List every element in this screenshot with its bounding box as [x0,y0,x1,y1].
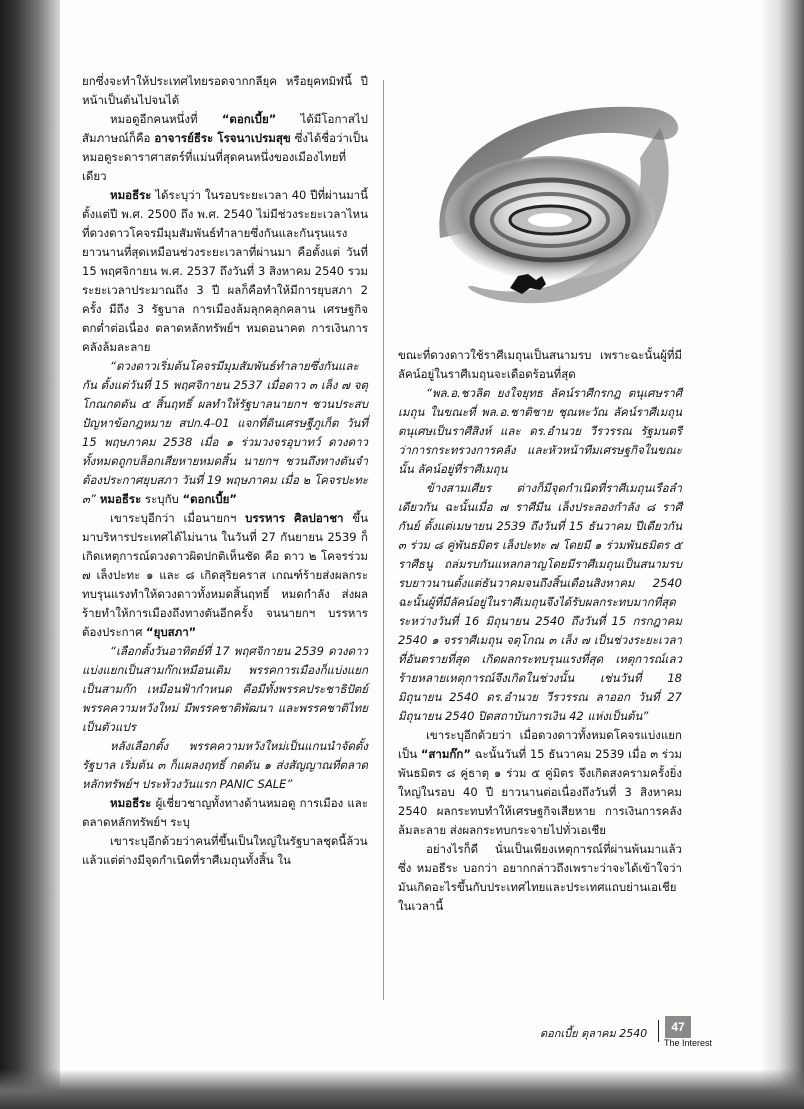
text: เขาระบุอีกว่า เมื่อนายกฯ [110,511,246,525]
person-name: หมอธีระ [95,492,142,506]
paragraph [82,110,368,186]
text: ฉะนั้นวันที่ 15 ธันวาคม 2539 เมื่อ ๓ ร่วมพันธมิตร ๘ คู่ธาตุ ๑ ร่วม ๕ คู่มิตร จึงเกิดสงครามครั้งยิ่งใหญ่ในรอบ 40 ปี ยาวนานต่อเนื่องถึงวันที่ 3 สิงหาคม 2540 ผลกระทบทำให้เศรษฐกิจเสียหาย การเงินการคลังล้มละลาย ส่งผลกระทบกระจายไปทั่วเอเชีย [398,747,683,837]
divider [658,1020,659,1042]
scan-shadow-left [0,0,60,1109]
paragraph: อย่างไรก็ดี นั่นเป็นเพียงเหตุการณ์ที่ผ่านพ้นมาแล้ว ซึ่ง หมอธีระ บอกว่า อยากกล่าวถึงเพราะว่าจะได้เข้าใจว่ามันเกิดอะไรขึ้นกับประเทศไทยและประเทศแถบย่านเอเชีย ในเวลานี้ [398,842,682,913]
paragraph [82,186,368,357]
paragraph: เขาระบุอีกด้วยว่าคนที่ขึ้นเป็นใหญ่ในรัฐบาลชุดนี้ล้วนแล้วแต่ต่างมีจุดกำเนิดที่ราศีเมถุนทั้งสิ้น ใน [82,834,368,867]
paragraph [82,794,368,832]
text: ได้มีโอกาสไปสัมภาษณ์ก็คือ [82,112,368,145]
person-name: หมอธีระ [110,188,152,202]
column-divider [383,80,384,1000]
page-footer [540,1016,740,1056]
left-column [82,72,368,870]
magazine-name: “ดอกเบี้ย” [182,492,237,506]
quote-paragraph: ข้างสามเศียร ต่างก็มีจุดกำเนิดที่ราศีเมถุนเรือลำเดียวกัน ฉะนั้นเมื่อ ๗ ราศีมีน เล็งประลองกำลัง ๘ ราศีกันย์ ตั้งแต่เมษายน 2539 ถึงวันที่ 15 ธันวาคม ปีเดียวกัน ๓ ร่วม ๘ คู่พันธมิตร เล็งปะทะ ๗ โดยมี ๑ ร่วมพันธมิตร ๕ ราศีธนู ถล่มรบกันแหลกลาญโดยมีราศีเมถุนเป็นสนามรบ รบยาวนานตั้งแต่ธันวาคมจนถึงสิ้นเดือนสิงหาคม 2540 ฉะนั้นผู้ที่มีลัคน์อยู่ในราศีเมถุนจึงได้รับผลกระทบมากที่สุด ระหว่างวันที่ 16 มิถุนายน 2540 ถึงวันที่ 15 กรกฎาคม 2540 ๑ จรราศีเมถุน จตุโกณ ๓ เล็ง ๗ เป็นช่วงระยะเวลาที่อันตรายที่สุด เกิดผลกระทบรุนแรงที่สุด เหตุการณ์เลวร้ายหลายเหตุการณ์จึงเกิดในช่วงนั้น เช่นวันที่ 18 มิถุนายน 2540 ดร.อำนวย วีรวรรณ ลาออก วันที่ 27 มิถุนายน 2540 ปิดสถาบันการเงิน 42 แห่งเป็นต้น” [398,481,682,723]
paragraph: ยกซึ่งจะทำให้ประเทศไทยรอดจากกลียุค หรือยุคทมิฬนี้ ปีหน้าเป็นต้นไปจนได้ [82,74,368,107]
text: เขาระบุอีกด้วยว่า เมื่อดวงดาวทั้งหมดโคจรแบ่งแยกเป็น [398,728,682,761]
text: หมอดูอีกคนหนึ่งที่ [110,112,222,126]
text: ซึ่งได้ชื่อว่าเป็นหมอดูระดาราศาสตร์ที่แม่นที่สุดคนหนึ่งของเมืองไทยที่เดียว [82,131,368,183]
emphasis: “ยุบสภา” [146,625,197,639]
quote-paragraph: “เลือกตั้งวันอาทิตย์ที่ 17 พฤศจิกายน 2539 ดวงดาวแบ่งแยกเป็นสามก๊กเหมือนเดิม พรรคการเมืองก็แบ่งแยกเป็นสามก๊ก เหมือนฟ้ากำหนด คือมีทั้งพรรคประชาธิปัตย์ พรรคความหวังใหม่ มีพรรคชาติพัฒนา และพรรคชาติไทยเป็นตัวแปร [82,644,368,734]
person-name: บรรหาร ศิลปอาชา [245,511,344,525]
quote-paragraph: “พล.อ.ชวลิต ยงใจยุทธ ลัคน์ราศีกรกฎ ตนุเศษราศีเมถุน ในขณะที่ พล.อ.ชาติชาย ชุณหะวัณ ลัคน์ราศีเมถุน ตนุเศษเป็นราศีสิงห์ และ ดร.อำนวย วีรวรรณ รัฐมนตรีว่าการกระทรวงการคลัง และหัวหน้าทีมเศรษฐกิจในขณะนั้น ลัคน์อยู่ที่ราศีเมถุน [398,386,682,476]
person-name: หมอธีระ [110,796,152,810]
paragraph [398,726,682,840]
magazine-name: “ดอกเบี้ย” [221,112,277,126]
text: ขึ้นมาบริหารประเทศได้ไม่นาน ในวันที่ 27 กันยายน 2539 ก็เกิดเหตุการณ์ดวงดาวผิดปกติเห็นชัด คือ ดาว ๒ โคจรร่วม ๗ เล็งปะทะ ๑ และ ๘ เกิดสุริยคราส เกณฑ์ร้ายส่งผลกระทบรุนแรงทำให้ดวงดาวทั้งหมดสิ้นฤทธิ์ หมดกำลัง ส่งผลร้ายทำให้การเมืองถึงทางตันอีกครั้ง จนนายกฯ บรรหาร ต้องประกาศ [82,511,368,639]
quote: “ดวงดาวเริ่มต้นโคจรมีมุมสัมพันธ์ทำลายซึ่งกันและกัน ตั้งแต่วันที่ 15 พฤศจิกายน 2537 เมื่อดาว ๓ เล็ง ๗ จตุโกณกดดัน ๕ สิ้นฤทธิ์ ผลทำให้รัฐบาลนายกฯ ชวนประสบปัญหาข้อกฎหมาย สปก.4-01 แจกที่ดินเศรษฐีภูเก็ต วันที่ 15 พฤษภาคม 2538 เมื่อ ๑ ร่วมวงจรอุบาทว์ ดวงดาวทั้งหมดถูกบล็อกเสียหายหมดสิ้น นายกฯ ชวนถึงทางตันจำต้องประกาศยุบสภา วันที่ 19 พฤษภาคม เมื่อ ๒ โคจรปะทะ ๓” [82,359,368,506]
text: ผู้เชี่ยวชาญทั้งทางด้านหมอดู การเมือง และตลาดหลักทรัพย์ฯ ระบุ [82,796,368,829]
text: ระบุกับ [141,492,183,506]
text: ได้ระบุว่า ในรอบระยะเวลา 40 ปีที่ผ่านมานี้ ตั้งแต่ปี พ.ศ. 2500 ถึง พ.ศ. 2540 ไม่มีช่วงระยะเวลาไหนที่ดวงดาวโคจรมีมุมสัมพันธ์ทำลายซึ่งกันและกันรุนแรง ยาวนานที่สุดเหมือนช่วงระยะเวลาที่ผ่านมา คือตั้งแต่ วันที่ 15 พฤศจิกายน พ.ศ. 2537 ถึงวันที่ 3 สิงหาคม 2540 รวมระยะเวลาประมาณถึง 3 ปี ผลก็คือทำให้มีการยุบสภา 2 ครั้ง มีถึง 3 รัฐบาล การเมืองล้มลุกคลุกคลาน เศรษฐกิจตกต่ำต่อเนื่อง ตลาดหลักทรัพย์ฯ หมดอนาคต การเงินการคลังล้มละลาย [82,188,368,354]
right-column [398,346,682,916]
planet-vortex-icon [420,88,690,343]
issue-date: ดอกเบี้ย ตุลาคม 2540 [540,1027,648,1040]
scan-shadow-bottom [0,1069,804,1109]
paragraph: ขณะที่ดวงดาวใช้ราศีเมถุนเป็นสนามรบ เพราะฉะนั้นผู้ที่มีลัคน์อยู่ในราศีเมถุนจะเดือดร้อนที่สุด [398,348,682,381]
masthead: The Interest [664,1038,713,1048]
person-name: อาจารย์ธีระ โรจนาเปรมสุข [154,131,291,145]
scan-shadow-right [762,0,804,1109]
page-number: 47 [665,1016,691,1038]
paragraph [82,357,368,509]
emphasis: “สามก๊ก” [420,747,471,761]
quote-paragraph: หลังเลือกตั้ง พรรคความหวังใหม่เป็นแกนนำจัดตั้งรัฐบาล เริ่มต้น ๓ ก็แผลงฤทธิ์ กดดัน ๑ ส่งสัญญาณที่ตลาดหลักทรัพย์ฯ ประท้วงวันแรก PANIC SALE” [82,739,368,791]
paragraph [82,509,368,642]
